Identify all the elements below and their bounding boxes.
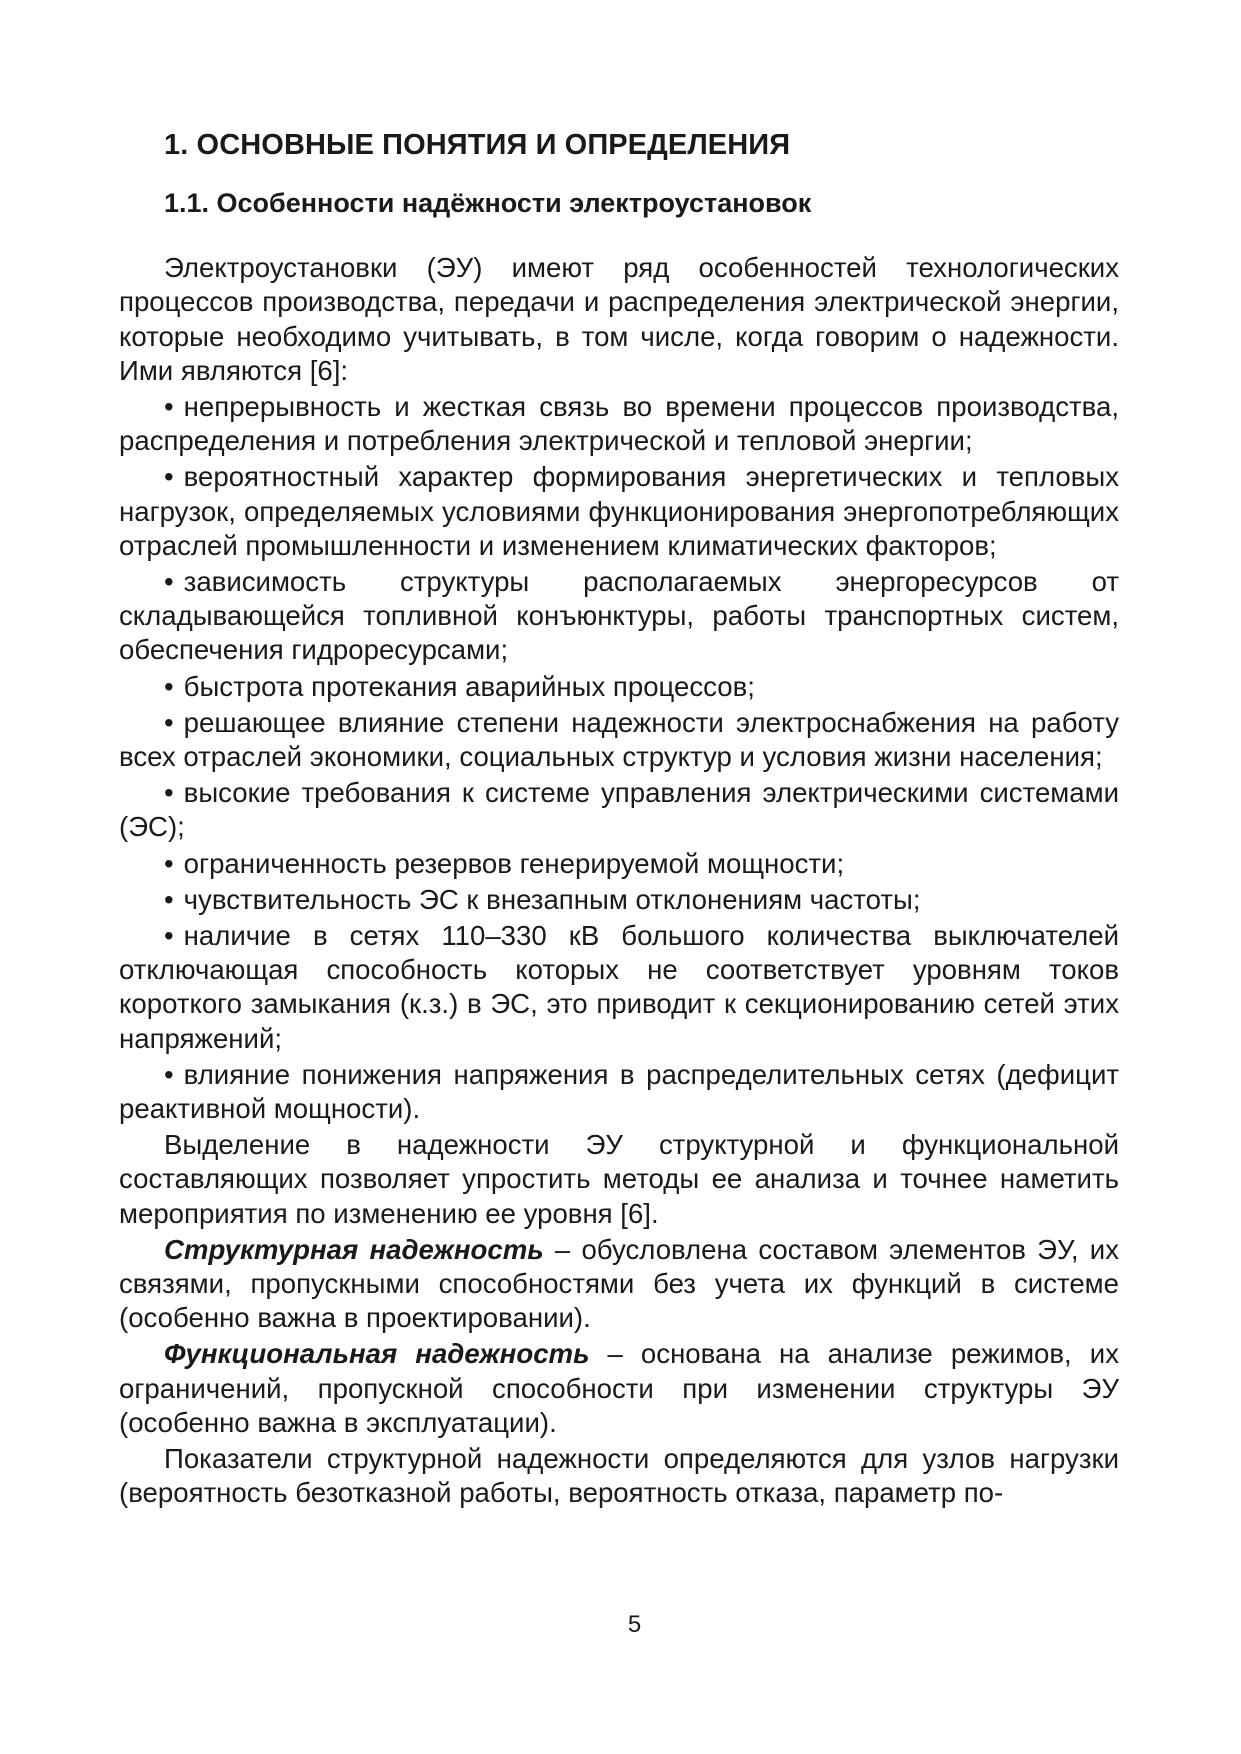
bullet-item: • высокие требования к системе управления электрическими системами (ЭС); (119, 776, 1119, 844)
bullet-item: • вероятностный характер формирования энергетических и тепловых нагрузок, определяемых условиями функционирования энергопотребляющих отраслей промышленности и изменением климатических факторов; (119, 460, 1119, 563)
section-title: 1.1. Особенности надёжности электроустановок (164, 187, 812, 218)
structural-reliability-paragraph (119, 1233, 1119, 1336)
functional-reliability-term: Функциональная надежность (164, 1338, 590, 1370)
chapter-title: 1. ОСНОВНЫЕ ПОНЯТИЯ И ОПРЕДЕЛЕНИЯ (164, 129, 791, 161)
page-content (119, 128, 1119, 1511)
bullet-item: • наличие в сетях 110–330 кВ большого количества выключателей отключающая способность которых не соответствует уровням токов короткого замыкания (к.з.) в ЭС, это приводит к секционированию сетей этих напряжений; (119, 919, 1119, 1056)
bullet-item: • ограниченность резервов генерируемой мощности; (119, 847, 1119, 881)
structural-reliability-text: – обусловлена составом элементов ЭУ, их связями, пропускными способностями без учета их функций в системе (особенно важна в проектировании). (119, 1233, 1119, 1334)
indicators-paragraph: Показатели структурной надежности определяются для узлов нагрузки (вероятность безотказной работы, вероятность отказа, параметр по- (119, 1443, 1119, 1509)
bullet-item: • быстрота протекания аварийных процессов; (119, 670, 1119, 704)
bullet-item: • непрерывность и жесткая связь во времени процессов производства, распределения и потребления электрической и тепловой энергии; (119, 390, 1119, 458)
bullet-item: • решающее влияние степени надежности электроснабжения на работу всех отраслей экономики, социальных структур и условия жизни населения; (119, 706, 1119, 774)
bullet-item: • зависимость структуры располагаемых энергоресурсов от складывающейся топливной конъюнктуры, работы транспортных систем, обеспечения гидроресурсами; (119, 565, 1119, 668)
intro-paragraph: Электроустановки (ЭУ) имеют ряд особенностей технологических процессов производства, передачи и распределения электрической энергии, которые необходимо учитывать, в том числе, когда говорим о надежности. Ими являются [6]: (119, 252, 1119, 386)
functional-reliability-text: – основана на анализе режимов, их ограничений, пропускной способности при изменении структуры ЭУ (особенно важна в эксплуатации). (119, 1338, 1119, 1438)
functional-reliability-paragraph (119, 1337, 1119, 1440)
bullet-item: • чувствительность ЭС к внезапным отклонениям частоты; (119, 883, 1119, 917)
bullet-item: • влияние понижения напряжения в распределительных сетях (дефицит реактивной мощности). (119, 1058, 1119, 1126)
page-number: 5 (627, 1611, 642, 1638)
structural-reliability-term: Структурная надежность (164, 1233, 544, 1265)
summary-paragraph: Выделение в надежности ЭУ структурной и функциональной составляющих позволяет упростить методы ее анализа и точнее наметить мероприятия по изменению ее уровня [6]. (119, 1129, 1119, 1229)
